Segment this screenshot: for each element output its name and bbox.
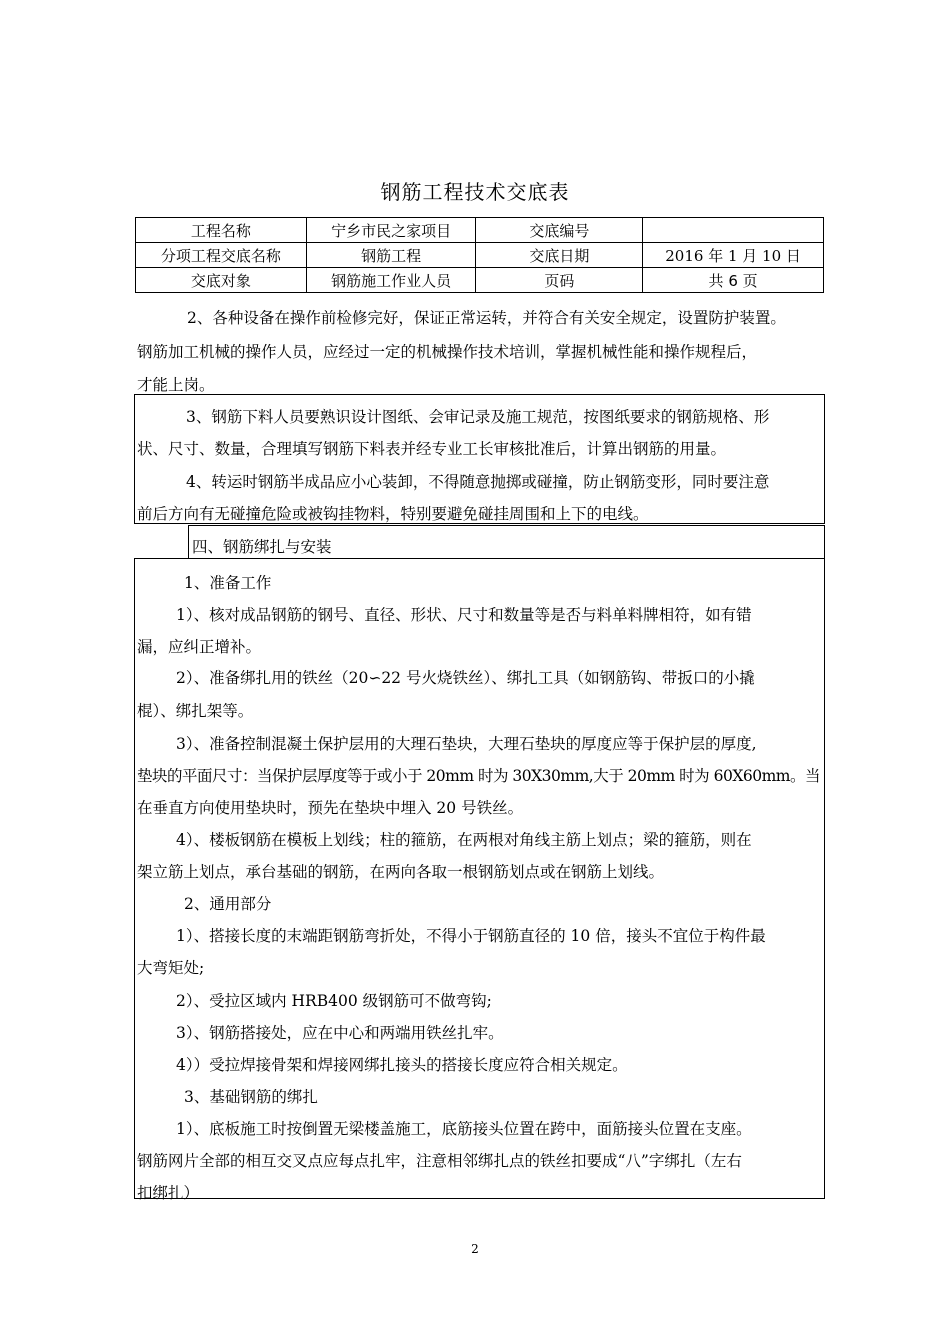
paragraph-line: 才能上岗。 [137, 376, 215, 394]
paragraph-line: 1）、核对成品钢筋的钢号、直径、形状、尺寸和数量等是否与料单料牌相符，如有错 [176, 606, 752, 624]
paragraph-line: 1）、搭接长度的末端距钢筋弯折处，不得小于钢筋直径的 10 倍，接头不宜位于构件最 [176, 927, 766, 945]
paragraph-line: 钢筋网片全部的相互交叉点应每点扎牢，注意相邻绑扎点的铁丝扣要成“八”字绑扎（左右 [137, 1152, 742, 1170]
section-heading: 四、钢筋绑扎与安装 [192, 538, 332, 556]
table-cell: 交底编号 [476, 218, 643, 243]
paragraph-line: 2）、准备绑扎用的铁丝（20∽22 号火烧铁丝）、绑扎工具（如钢筋钩、带扳口的小撬 [176, 669, 755, 687]
paragraph-line: 4、转运时钢筋半成品应小心装卸，不得随意抛掷或碰撞，防止钢筋变形，同时要注意 [186, 473, 770, 491]
table-row [136, 243, 824, 268]
paragraph-line: 2、通用部分 [184, 895, 272, 913]
paragraph-line: 3）、钢筋搭接处，应在中心和两端用铁丝扎牢。 [176, 1024, 504, 1042]
table-cell [643, 218, 824, 243]
table-row [136, 268, 824, 293]
table-cell: 宁乡市民之家项目 [306, 218, 476, 243]
paragraph-line: 架立筋上划点，承台基础的钢筋，在两向各取一根钢筋划点或在钢筋上划线。 [137, 863, 665, 881]
paragraph-line: 前后方向有无碰撞危险或被钩挂物料，特别要避免碰挂周围和上下的电线。 [137, 505, 649, 523]
paragraph-line: 状、尺寸、数量，合理填写钢筋下料表并经专业工长审核批准后，计算出钢筋的用量。 [137, 440, 727, 458]
paragraph-line: 棍）、绑扎架等。 [137, 702, 254, 720]
paragraph-line: 2）、受拉区域内 HRB400 级钢筋可不做弯钩; [176, 992, 492, 1010]
page-title: 钢筋工程技术交底表 [380, 180, 570, 204]
table-cell: 分项工程交底名称 [136, 243, 307, 268]
paragraph-line: 钢筋加工机械的操作人员，应经过一定的机械操作技术培训，掌握机械性能和操作规程后， [137, 343, 758, 361]
paragraph-line: 3）、准备控制混凝土保护层用的大理石垫块，大理石垫块的厚度应等于保护层的厚度, [176, 735, 757, 753]
paragraph-line: 大弯矩处; [137, 959, 205, 977]
paragraph-line: 4）、楼板钢筋在模板上划线；柱的箍筋，在两根对角线主筋上划点；梁的箍筋，则在 [176, 831, 752, 849]
paragraph-line: 2、各种设备在操作前检修完好，保证正常运转，并符合有关安全规定，设置防护装置。 [187, 309, 786, 327]
table-cell: 2016 年 1 月 10 日 [643, 243, 824, 268]
paragraph-line: 在垂直方向使用垫块时，预先在垫块中埋入 20 号铁丝。 [137, 799, 524, 817]
table-cell: 钢筋施工作业人员 [306, 268, 476, 293]
paragraph-line: 扣绑扎） [137, 1184, 200, 1202]
table-cell: 交底日期 [476, 243, 643, 268]
table-cell: 共 6 页 [643, 268, 824, 293]
table-cell: 钢筋工程 [306, 243, 476, 268]
header-table [135, 217, 824, 293]
paragraph-line: 垫块的平面尺寸：当保护层厚度等于或小于 20mm 时为 30X30mm,大于 20mm 时为 60X60mm。当 [137, 767, 820, 785]
paragraph-line: 1）、底板施工时按倒置无梁楼盖施工，底筋接头位置在跨中，面筋接头位置在支座。 [176, 1120, 752, 1138]
table-cell: 页码 [476, 268, 643, 293]
paragraph-line: 1、准备工作 [184, 574, 272, 592]
paragraph-line: 漏，应纠正增补。 [137, 638, 262, 656]
table-cell: 工程名称 [136, 218, 307, 243]
table-cell: 交底对象 [136, 268, 307, 293]
paragraph-line: 3、基础钢筋的绑扎 [184, 1088, 318, 1106]
paragraph-line: 3、钢筋下料人员要熟识设计图纸、会审记录及施工规范，按图纸要求的钢筋规格、形 [186, 408, 770, 426]
table-row [136, 218, 824, 243]
paragraph-line: 4））受拉焊接骨架和焊接网绑扎接头的搭接长度应符合相关规定。 [176, 1056, 628, 1074]
page-number: 2 [471, 1242, 479, 1256]
